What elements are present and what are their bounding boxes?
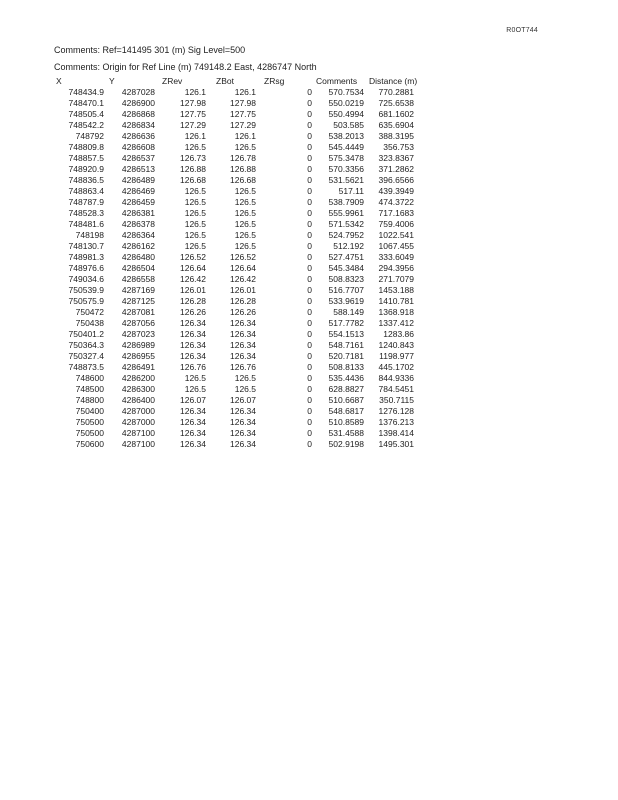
cell-zrsg: 0 <box>307 296 312 306</box>
cell-x: 750500 <box>75 417 104 427</box>
cell-x: 750327.4 <box>68 351 104 361</box>
cell-zbot: 126.1 <box>234 131 256 141</box>
cell-zrev: 126.5 <box>184 197 206 207</box>
cell-zbot: 126.5 <box>234 373 256 383</box>
cell-zrev: 126.42 <box>180 274 206 284</box>
cell-x: 748981.3 <box>68 252 104 262</box>
table-row <box>0 340 618 351</box>
table-row <box>0 87 618 98</box>
cell-zrev: 126.5 <box>184 230 206 240</box>
cell-comments: 628.8827 <box>328 384 364 394</box>
cell-distance: 323.8367 <box>378 153 414 163</box>
cell-comments: 524.7952 <box>328 230 364 240</box>
cell-x: 748434.9 <box>68 87 104 97</box>
cell-x: 748481.6 <box>68 219 104 229</box>
cell-zrsg: 0 <box>307 362 312 372</box>
cell-zrsg: 0 <box>307 428 312 438</box>
cell-comments: 588.149 <box>333 307 364 317</box>
cell-zbot: 126.34 <box>230 406 256 416</box>
cell-distance: 396.6566 <box>378 175 414 185</box>
cell-x: 750539.9 <box>68 285 104 295</box>
cell-zrsg: 0 <box>307 241 312 251</box>
cell-zbot: 126.5 <box>234 208 256 218</box>
table-row <box>0 164 618 175</box>
cell-zrev: 127.98 <box>180 98 206 108</box>
cell-y: 4286459 <box>121 197 155 207</box>
cell-zbot: 126.64 <box>230 263 256 273</box>
table-row <box>0 307 618 318</box>
cell-x: 748800 <box>75 395 104 405</box>
cell-zbot: 126.26 <box>230 307 256 317</box>
cell-zrsg: 0 <box>307 439 312 449</box>
cell-zbot: 126.34 <box>230 439 256 449</box>
cell-zrsg: 0 <box>307 329 312 339</box>
cell-distance: 1453.188 <box>378 285 414 295</box>
cell-y: 4287081 <box>121 307 155 317</box>
cell-zrev: 127.75 <box>180 109 206 119</box>
cell-distance: 1067.455 <box>378 241 414 251</box>
cell-zrsg: 0 <box>307 219 312 229</box>
cell-zrev: 126.34 <box>180 428 206 438</box>
cell-zbot: 126.5 <box>234 230 256 240</box>
cell-distance: 1283.86 <box>383 329 414 339</box>
table-row <box>0 428 618 439</box>
cell-distance: 474.3722 <box>378 197 414 207</box>
cell-zrev: 126.52 <box>180 252 206 262</box>
cell-zrsg: 0 <box>307 384 312 394</box>
cell-distance: 1368.918 <box>378 307 414 317</box>
table-row <box>0 109 618 120</box>
cell-comments: 555.9961 <box>328 208 364 218</box>
cell-distance: 1022.541 <box>378 230 414 240</box>
cell-comments: 571.5342 <box>328 219 364 229</box>
cell-x: 748130.7 <box>68 241 104 251</box>
cell-zrev: 126.34 <box>180 439 206 449</box>
cell-y: 4287100 <box>121 439 155 449</box>
cell-distance: 1198.977 <box>379 351 414 361</box>
table-row <box>0 175 618 186</box>
cell-zrsg: 0 <box>307 153 312 163</box>
cell-comments: 527.4751 <box>328 252 364 262</box>
cell-x: 748976.6 <box>68 263 104 273</box>
table-row <box>0 439 618 450</box>
table-row <box>0 362 618 373</box>
cell-distance: 1398.414 <box>378 428 414 438</box>
cell-comments: 502.9198 <box>328 439 364 449</box>
cell-comments: 550.4994 <box>328 109 364 119</box>
cell-zrsg: 0 <box>307 406 312 416</box>
cell-zbot: 126.42 <box>230 274 256 284</box>
cell-x: 750364.3 <box>68 340 104 350</box>
cell-distance: 770.2881 <box>378 87 414 97</box>
table-row <box>0 186 618 197</box>
cell-x: 748542.2 <box>68 120 104 130</box>
header-comments: Comments <box>316 76 358 86</box>
cell-zbot: 126.01 <box>230 285 256 295</box>
table-row <box>0 153 618 164</box>
table-row <box>0 318 618 329</box>
cell-zrsg: 0 <box>307 307 312 317</box>
cell-zbot: 126.5 <box>234 186 256 196</box>
cell-comments: 503.585 <box>333 120 364 130</box>
cell-comments: 548.6817 <box>328 406 364 416</box>
cell-comments: 570.3356 <box>328 164 364 174</box>
page-identifier: R0OT744 <box>506 27 538 34</box>
cell-zbot: 126.34 <box>230 428 256 438</box>
cell-distance: 350.7115 <box>379 395 414 405</box>
cell-zrsg: 0 <box>307 120 312 130</box>
cell-comments: 570.7534 <box>328 87 364 97</box>
cell-zrev: 126.64 <box>180 263 206 273</box>
cell-comments: 508.8323 <box>328 274 364 284</box>
cell-zrev: 126.01 <box>180 285 206 295</box>
cell-zrev: 126.73 <box>180 153 206 163</box>
table-row <box>0 406 618 417</box>
cell-zbot: 126.1 <box>234 87 256 97</box>
header-zrev: ZRev <box>162 76 183 86</box>
cell-zrsg: 0 <box>307 109 312 119</box>
cell-zrev: 126.34 <box>180 329 206 339</box>
table-row <box>0 241 618 252</box>
cell-zbot: 126.5 <box>234 142 256 152</box>
cell-zrsg: 0 <box>307 98 312 108</box>
cell-zbot: 126.34 <box>230 417 256 427</box>
cell-y: 4286989 <box>121 340 155 350</box>
cell-y: 4286955 <box>121 351 155 361</box>
cell-y: 4287000 <box>121 406 155 416</box>
cell-y: 4286300 <box>121 384 155 394</box>
cell-comments: 531.4588 <box>328 428 364 438</box>
cell-y: 4287169 <box>121 285 155 295</box>
cell-y: 4287023 <box>121 329 155 339</box>
cell-x: 748198 <box>75 230 104 240</box>
table-row <box>0 384 618 395</box>
table-row <box>0 285 618 296</box>
cell-zrev: 126.88 <box>180 164 206 174</box>
table-row <box>0 197 618 208</box>
cell-y: 4286513 <box>121 164 155 174</box>
cell-zrsg: 0 <box>307 164 312 174</box>
cell-comments: 531.5621 <box>328 175 364 185</box>
cell-zbot: 127.29 <box>230 120 256 130</box>
cell-zbot: 126.78 <box>230 153 256 163</box>
cell-zrsg: 0 <box>307 274 312 284</box>
cell-distance: 271.7079 <box>378 274 414 284</box>
cell-y: 4286364 <box>121 230 155 240</box>
cell-x: 748500 <box>75 384 104 394</box>
cell-zrev: 126.07 <box>180 395 206 405</box>
cell-zrsg: 0 <box>307 208 312 218</box>
cell-comments: 520.7181 <box>328 351 364 361</box>
cell-zrsg: 0 <box>307 263 312 273</box>
cell-zrsg: 0 <box>307 87 312 97</box>
cell-x: 748920.9 <box>68 164 104 174</box>
cell-y: 4286491 <box>121 362 155 372</box>
cell-zbot: 126.28 <box>230 296 256 306</box>
header-distance: Distance (m) <box>369 76 418 86</box>
cell-zrev: 126.5 <box>184 241 206 251</box>
cell-distance: 784.5451 <box>378 384 414 394</box>
cell-y: 4286200 <box>121 373 155 383</box>
cell-y: 4286504 <box>121 263 155 273</box>
table-row <box>0 230 618 241</box>
cell-x: 750472 <box>75 307 104 317</box>
cell-comments: 510.8589 <box>328 417 364 427</box>
cell-distance: 725.6538 <box>378 98 414 108</box>
cell-zrsg: 0 <box>307 230 312 240</box>
cell-distance: 388.3195 <box>378 131 414 141</box>
cell-comments: 517.7782 <box>328 318 364 328</box>
cell-x: 748528.3 <box>68 208 104 218</box>
cell-distance: 1276.128 <box>378 406 414 416</box>
cell-distance: 439.3949 <box>378 186 414 196</box>
cell-distance: 445.1702 <box>378 362 414 372</box>
cell-comments: 548.7161 <box>328 340 364 350</box>
cell-comments: 533.9619 <box>328 296 364 306</box>
cell-x: 748863.4 <box>68 186 104 196</box>
cell-y: 4286378 <box>121 219 155 229</box>
cell-zbot: 126.34 <box>230 329 256 339</box>
cell-x: 750600 <box>75 439 104 449</box>
cell-distance: 681.1602 <box>378 109 414 119</box>
cell-zrev: 126.34 <box>180 351 206 361</box>
cell-y: 4286469 <box>121 186 155 196</box>
cell-y: 4286162 <box>121 241 155 251</box>
table-row <box>0 417 618 428</box>
cell-zrev: 126.28 <box>180 296 206 306</box>
cell-y: 4287100 <box>121 428 155 438</box>
cell-zrev: 126.68 <box>180 175 206 185</box>
cell-comments: 554.1513 <box>328 329 364 339</box>
cell-zbot: 126.52 <box>230 252 256 262</box>
cell-x: 748470.1 <box>68 98 104 108</box>
cell-x: 748857.5 <box>68 153 104 163</box>
cell-x: 750438 <box>75 318 104 328</box>
cell-zrsg: 0 <box>307 175 312 185</box>
cell-comments: 538.2013 <box>328 131 364 141</box>
cell-comments: 512.192 <box>333 241 364 251</box>
cell-distance: 1240.843 <box>378 340 414 350</box>
cell-x: 748836.5 <box>68 175 104 185</box>
cell-x: 748809.8 <box>68 142 104 152</box>
cell-x: 748792 <box>75 131 104 141</box>
cell-zrev: 126.5 <box>184 142 206 152</box>
cell-y: 4287000 <box>121 417 155 427</box>
header-zbot: ZBot <box>216 76 234 86</box>
cell-zrev: 126.1 <box>184 131 206 141</box>
cell-zbot: 126.5 <box>234 197 256 207</box>
cell-distance: 333.6049 <box>378 252 414 262</box>
cell-distance: 294.3956 <box>378 263 414 273</box>
cell-x: 750401.2 <box>68 329 104 339</box>
cell-zrsg: 0 <box>307 285 312 295</box>
cell-y: 4286537 <box>121 153 155 163</box>
cell-comments: 545.4449 <box>328 142 364 152</box>
cell-y: 4286381 <box>121 208 155 218</box>
header-zrsg: ZRsg <box>264 76 285 86</box>
cell-x: 748600 <box>75 373 104 383</box>
cell-distance: 844.9336 <box>378 373 414 383</box>
cell-y: 4287056 <box>121 318 155 328</box>
cell-zbot: 126.07 <box>230 395 256 405</box>
cell-comments: 516.7707 <box>328 285 364 295</box>
cell-zbot: 126.34 <box>230 351 256 361</box>
cell-zrev: 126.26 <box>180 307 206 317</box>
cell-zrev: 126.5 <box>184 208 206 218</box>
cell-zrsg: 0 <box>307 197 312 207</box>
cell-y: 4286489 <box>121 175 155 185</box>
cell-zrev: 126.5 <box>184 373 206 383</box>
table-row <box>0 219 618 230</box>
cell-zrev: 126.76 <box>180 362 206 372</box>
cell-y: 4286900 <box>121 98 155 108</box>
cell-zrsg: 0 <box>307 373 312 383</box>
cell-zbot: 126.76 <box>230 362 256 372</box>
cell-zrsg: 0 <box>307 351 312 361</box>
cell-zrsg: 0 <box>307 318 312 328</box>
cell-zbot: 126.5 <box>234 241 256 251</box>
cell-comments: 550.0219 <box>328 98 364 108</box>
table-row <box>0 120 618 131</box>
table-row <box>0 373 618 384</box>
cell-zbot: 126.5 <box>234 219 256 229</box>
cell-distance: 635.6904 <box>378 120 414 130</box>
comment-origin: Comments: Origin for Ref Line (m) 749148.2 East, 4286747 North <box>54 62 317 72</box>
cell-distance: 356.753 <box>383 142 414 152</box>
cell-zbot: 126.34 <box>230 340 256 350</box>
cell-distance: 759.4006 <box>378 219 414 229</box>
cell-comments: 508.8133 <box>328 362 364 372</box>
cell-y: 4287028 <box>121 87 155 97</box>
cell-x: 748505.4 <box>68 109 104 119</box>
cell-distance: 1337.412 <box>378 318 414 328</box>
cell-zrev: 126.5 <box>184 384 206 394</box>
table-row <box>0 395 618 406</box>
table-row <box>0 263 618 274</box>
cell-zrev: 126.1 <box>184 87 206 97</box>
table-row <box>0 252 618 263</box>
cell-zrev: 126.34 <box>180 406 206 416</box>
table-row <box>0 208 618 219</box>
cell-zrsg: 0 <box>307 395 312 405</box>
cell-y: 4286558 <box>121 274 155 284</box>
cell-x: 749034.6 <box>68 274 104 284</box>
table-body <box>0 87 618 450</box>
cell-zrsg: 0 <box>307 252 312 262</box>
cell-zrev: 126.34 <box>180 340 206 350</box>
cell-y: 4286868 <box>121 109 155 119</box>
cell-distance: 1495.301 <box>378 439 414 449</box>
cell-x: 748787.9 <box>68 197 104 207</box>
cell-zbot: 126.68 <box>230 175 256 185</box>
table-row <box>0 142 618 153</box>
table-row <box>0 131 618 142</box>
cell-zrev: 126.5 <box>184 186 206 196</box>
cell-y: 4286400 <box>121 395 155 405</box>
cell-distance: 1410.781 <box>378 296 414 306</box>
cell-y: 4286480 <box>121 252 155 262</box>
cell-zbot: 126.88 <box>230 164 256 174</box>
cell-comments: 517.11 <box>338 186 364 196</box>
cell-zrev: 126.34 <box>180 417 206 427</box>
cell-comments: 538.7909 <box>328 197 364 207</box>
cell-distance: 371.2862 <box>378 164 414 174</box>
cell-zrsg: 0 <box>307 340 312 350</box>
table-row <box>0 98 618 109</box>
cell-zrev: 127.29 <box>180 120 206 130</box>
header-x: X <box>56 76 62 86</box>
cell-zrev: 126.5 <box>184 219 206 229</box>
table-row <box>0 274 618 285</box>
cell-x: 750575.9 <box>68 296 104 306</box>
cell-zrsg: 0 <box>307 142 312 152</box>
cell-x: 750400 <box>75 406 104 416</box>
cell-zbot: 126.34 <box>230 318 256 328</box>
cell-zbot: 127.75 <box>230 109 256 119</box>
table-row <box>0 351 618 362</box>
table-row <box>0 329 618 340</box>
cell-x: 748873.5 <box>68 362 104 372</box>
cell-zrev: 126.34 <box>180 318 206 328</box>
cell-zrsg: 0 <box>307 417 312 427</box>
cell-zbot: 126.5 <box>234 384 256 394</box>
cell-comments: 545.3484 <box>328 263 364 273</box>
cell-y: 4286834 <box>121 120 155 130</box>
cell-y: 4286636 <box>121 131 155 141</box>
cell-zrsg: 0 <box>307 186 312 196</box>
cell-x: 750500 <box>75 428 104 438</box>
cell-y: 4287125 <box>121 296 155 306</box>
cell-zbot: 127.98 <box>230 98 256 108</box>
comment-reference-line: Comments: Ref=141495 301 (m) Sig Level=500 <box>54 45 246 55</box>
cell-comments: 510.6687 <box>328 395 364 405</box>
cell-comments: 575.3478 <box>328 153 364 163</box>
header-y: Y <box>109 76 115 86</box>
cell-distance: 717.1683 <box>378 208 414 218</box>
cell-comments: 535.4436 <box>328 373 364 383</box>
cell-distance: 1376.213 <box>378 417 414 427</box>
table-row <box>0 296 618 307</box>
cell-zrsg: 0 <box>307 131 312 141</box>
cell-y: 4286608 <box>121 142 155 152</box>
